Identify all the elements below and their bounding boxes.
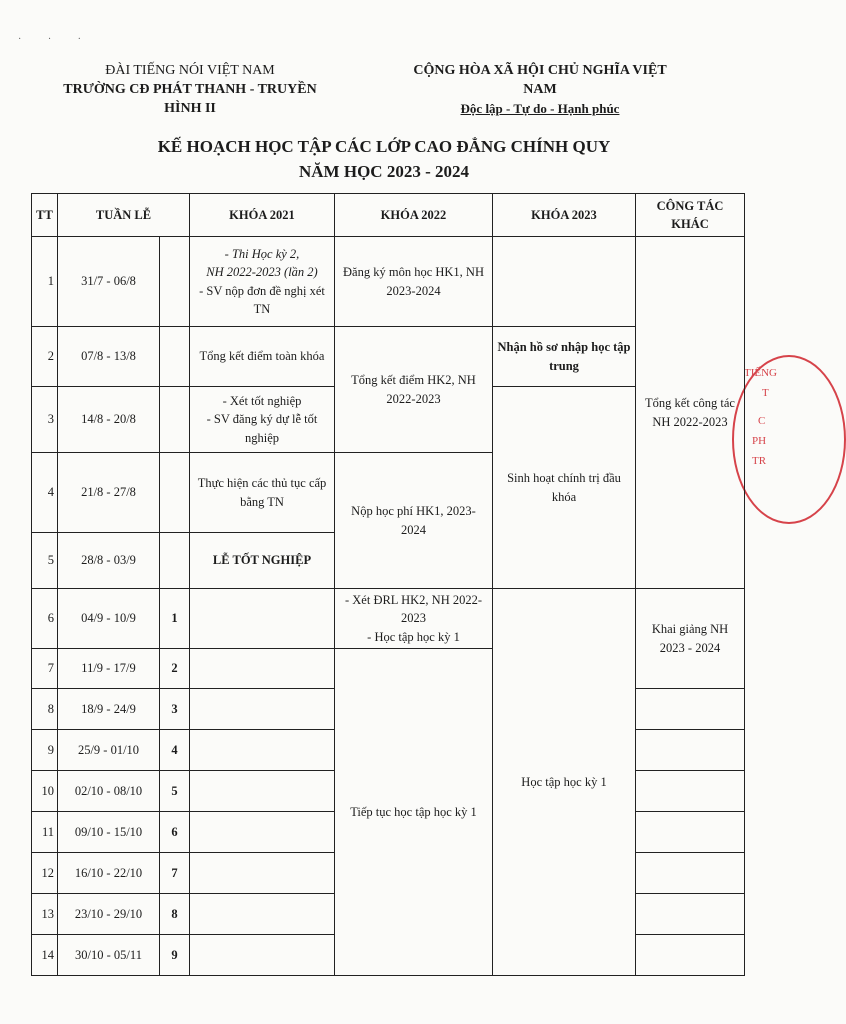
k2021-cell: Tổng kết điểm toàn khóa bbox=[190, 327, 335, 387]
table-row: 6 04/9 - 10/9 1 - Xét ĐRL HK2, NH 2022-2023 - Học tập học kỳ 1 Học tập học kỳ 1 Khai giảng NH 2023 - 2024 bbox=[32, 589, 745, 649]
other-cell: Khai giảng NH 2023 - 2024 bbox=[636, 589, 745, 689]
k2022-cell: Đăng ký môn học HK1, NH 2023-2024 bbox=[335, 237, 493, 327]
table-row: 14 30/10 - 05/11 9 bbox=[32, 935, 745, 976]
k2023-cell bbox=[493, 237, 636, 327]
col-tt: TT bbox=[32, 194, 58, 237]
col-khoa-2021: KHÓA 2021 bbox=[190, 194, 335, 237]
title-line-1: KẾ HOẠCH HỌC TẬP CÁC LỚP CAO ĐẲNG CHÍNH QUY bbox=[157, 137, 611, 156]
header-right bbox=[410, 62, 670, 117]
table-row: 3 14/8 - 20/8 - Xét tốt nghiệp - SV đăng ký dự lễ tốt nghiệp Sinh hoạt chính trị đầu khóa bbox=[32, 387, 745, 453]
other-cell: Tổng kết công tác NH 2022-2023 bbox=[636, 237, 745, 589]
k2023-cell: Học tập học kỳ 1 bbox=[493, 589, 636, 976]
red-seal-stamp: TIẾNG T C PH TR bbox=[732, 355, 846, 524]
col-tuan-le: TUẦN LỄ bbox=[58, 194, 190, 237]
table-row: 2 07/8 - 13/8 Tổng kết điểm toàn khóa Tổng kết điểm HK2, NH 2022-2023 Nhận hồ sơ nhập học tập trung bbox=[32, 327, 745, 387]
scan-marks: · · · bbox=[18, 34, 93, 45]
table-row: 8 18/9 - 24/9 3 bbox=[32, 689, 745, 730]
motto: Độc lập - Tự do - Hạnh phúc bbox=[460, 100, 620, 116]
k2022-cell: Nộp học phí HK1, 2023-2024 bbox=[335, 453, 493, 589]
col-khoa-2023: KHÓA 2023 bbox=[493, 194, 636, 237]
table-row: 1 31/7 - 06/8 - Thi Học kỳ 2, NH 2022-2023 (lần 2) - SV nộp đơn đề nghị xét TN Đăng ký môn học HK1, NH 2023-2024 Tổng kết công tác NH 2022-2023 bbox=[32, 237, 745, 327]
k2022-cell: Tổng kết điểm HK2, NH 2022-2023 bbox=[335, 327, 493, 453]
k2021-cell: LỄ TỐT NGHIỆP bbox=[190, 533, 335, 589]
country-name: CỘNG HÒA XÃ HỘI CHỦ NGHĨA VIỆT NAM bbox=[413, 63, 667, 97]
table-row: 7 11/9 - 17/9 2 Tiếp tục học tập học kỳ 1 bbox=[32, 649, 745, 689]
k2021-cell: - Xét tốt nghiệp - SV đăng ký dự lễ tốt nghiệp bbox=[190, 387, 335, 453]
study-plan-table bbox=[31, 193, 745, 976]
k2023-cell: Sinh hoạt chính trị đầu khóa bbox=[493, 387, 636, 589]
k2021-cell bbox=[190, 589, 335, 649]
table-row: 5 28/8 - 03/9 LỄ TỐT NGHIỆP bbox=[32, 533, 745, 589]
k2022-cell: - Xét ĐRL HK2, NH 2022-2023 - Học tập học kỳ 1 bbox=[335, 589, 493, 649]
table-row: 12 16/10 - 22/10 7 bbox=[32, 853, 745, 894]
table-row: 13 23/10 - 29/10 8 bbox=[32, 894, 745, 935]
table-row: 4 21/8 - 27/8 Thực hiện các thủ tục cấp bằng TN Nộp học phí HK1, 2023-2024 bbox=[32, 453, 745, 533]
table-row: 10 02/10 - 08/10 5 bbox=[32, 771, 745, 812]
table-row: 9 25/9 - 01/10 4 bbox=[32, 730, 745, 771]
title-line-2: NĂM HỌC 2023 - 2024 bbox=[299, 161, 469, 181]
agency-name: ĐÀI TIẾNG NÓI VIỆT NAM bbox=[105, 63, 275, 78]
document-title bbox=[0, 135, 768, 184]
table-header-row bbox=[32, 194, 745, 237]
table-row: 11 09/10 - 15/10 6 bbox=[32, 812, 745, 853]
k2022-cell: Tiếp tục học tập học kỳ 1 bbox=[335, 649, 493, 976]
col-khoa-2022: KHÓA 2022 bbox=[335, 194, 493, 237]
col-cong-tac-khac: CÔNG TÁC KHÁC bbox=[636, 194, 745, 237]
school-name: TRƯỜNG CĐ PHÁT THANH - TRUYỀN HÌNH II bbox=[63, 81, 317, 116]
k2021-cell: Thực hiện các thủ tục cấp bằng TN bbox=[190, 453, 335, 533]
k2023-cell: Nhận hồ sơ nhập học tập trung bbox=[493, 327, 636, 387]
header-left bbox=[55, 62, 325, 119]
k2021-cell: - Thi Học kỳ 2, NH 2022-2023 (lần 2) - SV nộp đơn đề nghị xét TN bbox=[190, 237, 335, 327]
